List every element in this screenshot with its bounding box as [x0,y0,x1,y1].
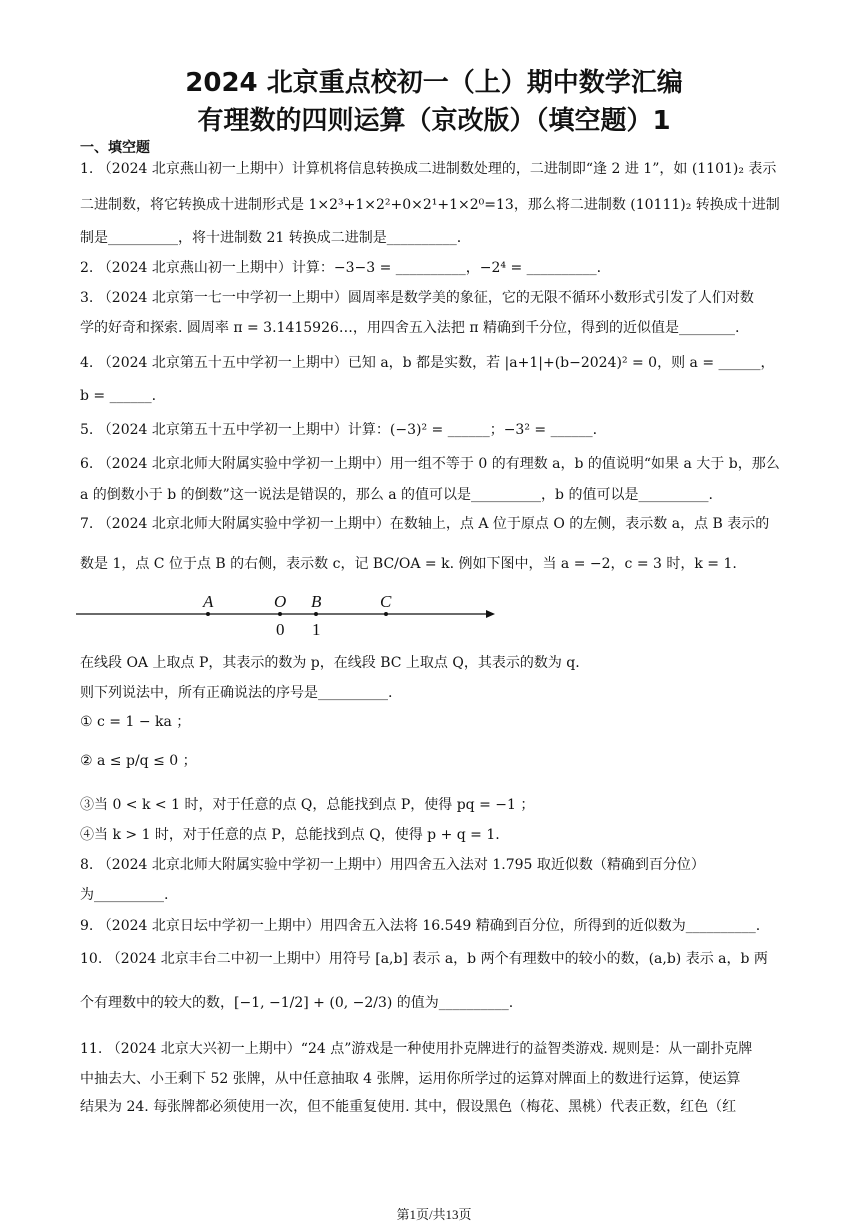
document-title-line-2: 有理数的四则运算（京改版）（填空题）1 [197,106,671,136]
q8-line-1: 8. （2024 北京北师大附属实验中学初一上期中）用四舍五入法对 1.795 取近似数（精确到百分位） [80,857,705,873]
q7-option-2: ② a ≤ p/q ≤ 0 ； [80,753,197,769]
document-title-line-1: 2024 北京重点校初一（上）期中数学汇编 [185,68,683,98]
q7-line-4: 则下列说法中，所有正确说法的序号是__________. [80,685,393,701]
q9-line-1: 9. （2024 北京日坛中学初一上期中）用四舍五入法将 16.549 精确到百分位，所得到的近似数为__________. [80,918,761,934]
label-O: O [274,592,287,611]
label-B: B [311,592,322,611]
arrowhead-icon [486,610,495,618]
q8-line-2: 为__________. [80,887,169,903]
q4-line-2: b = ______. [80,388,157,404]
q7-option-4: ④当 k > 1 时，对于任意的点 P，总能找到点 Q，使得 p + q = 1. [80,827,500,843]
point-O [278,612,282,616]
q7-option-1: ① c = 1 − ka ； [80,714,191,730]
point-A [206,612,210,616]
q7-line-3: 在线段 OA 上取点 P，其表示的数为 p，在线段 BC 上取点 Q，其表示的数为 q. [80,655,580,671]
q4-line-1: 4. （2024 北京第五十五中学初一上期中）已知 a，b 都是实数，若 |a+1|+(b−2024)² = 0，则 a = ______， [80,355,775,371]
q3-line-2: 学的好奇和探索. 圆周率 π = 3.1415926…，用四舍五入法把 π 精确到千分位，得到的近似值是________. [80,320,740,336]
q11-line-1: 11. （2024 北京大兴初一上期中）“24 点”游戏是一种使用扑克牌进行的益智类游戏. 规则是：从一副扑克牌 [80,1041,753,1057]
q7-line-2: 数是 1，点 C 位于点 B 的右侧，表示数 c，记 BC/OA = k. 例如下图中，当 a = −2，c = 3 时，k = 1. [80,556,737,572]
q7-option-3: ③当 0 < k < 1 时，对于任意的点 Q，总能找到点 P，使得 pq = −1 ； [80,797,535,813]
q1-line-2: 二进制数，将它转换成十进制形式是 1×2³+1×2²+0×2¹+1×2⁰=13，那么将二进制数 (10111)₂ 转换成十进制 [80,197,780,213]
label-A: A [203,592,214,611]
q10-line-2: 个有理数中的较大的数，[−1, −1/2] + (0, −2/3) 的值为__________. [80,995,514,1011]
tick-1: 1 [312,620,321,639]
point-C [384,612,388,616]
q3-line-1: 3. （2024 北京第一七一中学初一上期中）圆周率是数学美的象征，它的无限不循环小数形式引发了人们对数 [80,290,754,306]
page-footer: 第1页/共13页 [396,1207,472,1222]
section-heading: 一、填空题 [80,140,150,156]
q7-line-1: 7. （2024 北京北师大附属实验中学初一上期中）在数轴上，点 A 位于原点 O 的左侧，表示数 a，点 B 表示的 [80,516,770,532]
label-C: C [380,592,392,611]
q1-line-1: 1. （2024 北京燕山初一上期中）计算机将信息转换成二进制数处理的，二进制即“逢 2 进 1”，如 (1101)₂ 表示 [80,161,777,177]
q6-line-1: 6. （2024 北京北师大附属实验中学初一上期中）用一组不等于 0 的有理数 a，b 的值说明“如果 a 大于 b，那么 [80,456,780,472]
q2-line-1: 2. （2024 北京燕山初一上期中）计算：−3−3 = __________，−2⁴ = __________. [80,260,602,276]
q10-line-1: 10. （2024 北京丰台二中初一上期中）用符号 [a,b] 表示 a，b 两个有理数中的较小的数，(a,b) 表示 a，b 两 [80,951,768,967]
q11-line-2: 中抽去大、小王剩下 52 张牌，从中任意抽取 4 张牌，运用你所学过的运算对牌面上的数进行运算，使运算 [80,1071,741,1087]
q11-line-3: 结果为 24. 每张牌都必须使用一次，但不能重复使用. 其中，假设黑色（梅花、黑桃）代表正数，红色（红 [80,1099,737,1115]
point-B [314,612,318,616]
tick-0: 0 [276,620,285,639]
q5-line-1: 5. （2024 北京第五十五中学初一上期中）计算：(−3)² = ______；−3² = ______. [80,422,598,438]
q6-line-2: a 的倒数小于 b 的倒数”这一说法是错误的，那么 a 的值可以是__________，b 的值可以是__________. [80,487,713,503]
q1-line-3: 制是__________，将十进制数 21 转换成二进制是__________. [80,230,462,246]
